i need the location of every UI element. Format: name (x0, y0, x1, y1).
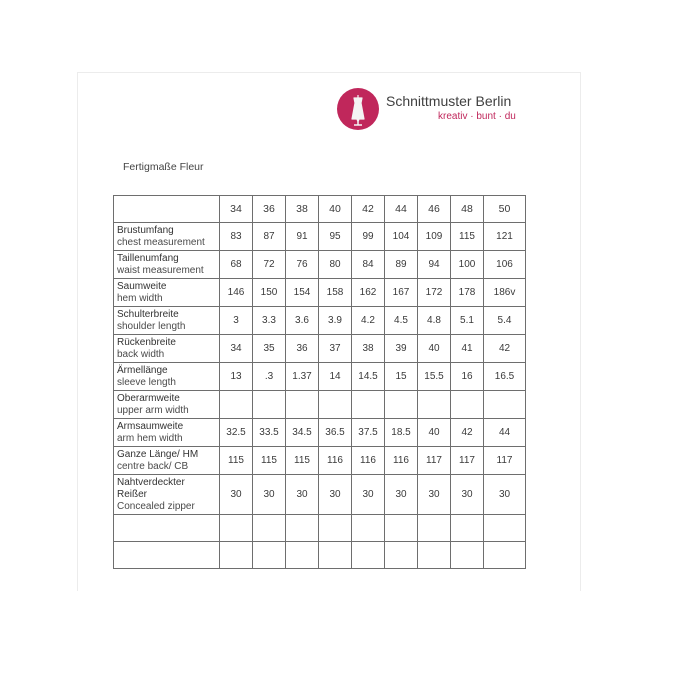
measurement-value-cell (319, 391, 352, 419)
measurement-value-cell: 3.3 (253, 307, 286, 335)
measurement-label-en: waist measurement (117, 264, 204, 276)
dress-form-icon (337, 88, 379, 130)
brand-name: Schnittmuster Berlin (386, 93, 512, 109)
measurement-label-cell (114, 279, 220, 307)
measurement-value-cell: 3.6 (286, 307, 319, 335)
measurement-value-cell (418, 515, 451, 542)
measurement-value-cell (451, 542, 484, 569)
measurement-value-cell: 3.9 (319, 307, 352, 335)
measurement-value-cell: 14.5 (352, 363, 385, 391)
measurement-label-cell (114, 307, 220, 335)
measurement-value-cell: 115 (451, 223, 484, 251)
measurement-label-de: Armsaumweite (117, 420, 184, 432)
measurement-value-cell: 116 (385, 447, 418, 475)
measurement-value-cell: 35 (253, 335, 286, 363)
measurement-value-cell (286, 542, 319, 569)
measurement-label-en: centre back/ CB (117, 460, 189, 472)
measurement-label-de: Oberarmweite (117, 392, 180, 404)
measurement-label-de: Schulterbreite (117, 308, 179, 320)
measurement-value-cell: 72 (253, 251, 286, 279)
table-row (114, 391, 526, 419)
measurement-value-cell: 115 (220, 447, 253, 475)
measurement-value-cell: 15.5 (418, 363, 451, 391)
measurement-label-en: sleeve length (117, 376, 176, 388)
measurement-value-cell: 42 (451, 419, 484, 447)
measurement-value-cell: 95 (319, 223, 352, 251)
measurement-value-cell: 4.2 (352, 307, 385, 335)
measurement-value-cell (484, 391, 526, 419)
measurement-value-cell: 117 (451, 447, 484, 475)
measurement-value-cell: 30 (352, 475, 385, 515)
measurement-label-cell (114, 223, 220, 251)
measurement-value-cell: 37.5 (352, 419, 385, 447)
measurement-label-en: Concealed zipper (117, 500, 195, 512)
measurement-value-cell: 172 (418, 279, 451, 307)
table-row (114, 251, 526, 279)
measurement-value-cell: 30 (418, 475, 451, 515)
table-row (114, 475, 526, 515)
size-header-cell: 46 (418, 196, 451, 223)
measurement-label-de: Nahtverdeckter Reißer (117, 476, 185, 500)
measurement-label-de: Taillenumfang (117, 252, 179, 264)
measurement-value-cell: 178 (451, 279, 484, 307)
measurement-value-cell: 30 (319, 475, 352, 515)
measurement-value-cell: 5.4 (484, 307, 526, 335)
table-row (114, 515, 526, 542)
measurement-label-de: Brustumfang (117, 224, 174, 236)
measurement-value-cell: 42 (484, 335, 526, 363)
measurement-value-cell (352, 515, 385, 542)
table-row (114, 335, 526, 363)
measurement-value-cell: 30 (253, 475, 286, 515)
size-header-cell: 38 (286, 196, 319, 223)
measurement-value-cell: 167 (385, 279, 418, 307)
header-corner-cell (114, 196, 220, 223)
measurement-value-cell: 115 (286, 447, 319, 475)
measurement-value-cell: 16 (451, 363, 484, 391)
measurement-value-cell (220, 515, 253, 542)
measurement-value-cell: .3 (253, 363, 286, 391)
table-row (114, 279, 526, 307)
measurement-value-cell: 36.5 (319, 419, 352, 447)
measurement-label-en: hem width (117, 292, 163, 304)
measurement-value-cell: 37 (319, 335, 352, 363)
measurement-label-de: Ganze Länge/ HM (117, 448, 199, 460)
measurement-label-cell (114, 542, 220, 569)
table-row (114, 447, 526, 475)
measurement-value-cell: 39 (385, 335, 418, 363)
measurement-value-cell: 89 (385, 251, 418, 279)
measurement-value-cell: 32.5 (220, 419, 253, 447)
measurement-value-cell: 109 (418, 223, 451, 251)
measurement-value-cell: 33.5 (253, 419, 286, 447)
measurement-value-cell (286, 515, 319, 542)
measurement-value-cell: 1.37 (286, 363, 319, 391)
measurement-value-cell (319, 515, 352, 542)
measurement-label-en: arm hem width (117, 432, 183, 444)
measurement-value-cell (484, 542, 526, 569)
measurement-value-cell (220, 542, 253, 569)
measurement-value-cell: 5.1 (451, 307, 484, 335)
page-title: Fertigmaße Fleur (123, 161, 204, 173)
measurement-value-cell: 30 (484, 475, 526, 515)
measurement-value-cell: 34 (220, 335, 253, 363)
measurement-value-cell: 186v (484, 279, 526, 307)
measurement-value-cell: 121 (484, 223, 526, 251)
size-table (113, 195, 526, 569)
measurement-value-cell (418, 391, 451, 419)
measurement-value-cell: 30 (220, 475, 253, 515)
measurement-value-cell: 34.5 (286, 419, 319, 447)
measurement-value-cell: 84 (352, 251, 385, 279)
measurement-value-cell (253, 542, 286, 569)
measurement-value-cell: 146 (220, 279, 253, 307)
measurement-label-cell (114, 515, 220, 542)
measurement-value-cell: 13 (220, 363, 253, 391)
measurement-value-cell: 154 (286, 279, 319, 307)
measurement-value-cell: 30 (286, 475, 319, 515)
size-header-cell: 36 (253, 196, 286, 223)
size-header-cell: 44 (385, 196, 418, 223)
measurement-value-cell: 41 (451, 335, 484, 363)
measurement-value-cell: 30 (385, 475, 418, 515)
size-header-cell: 48 (451, 196, 484, 223)
measurement-label-cell (114, 475, 220, 515)
measurement-label-cell (114, 391, 220, 419)
measurement-value-cell: 115 (253, 447, 286, 475)
measurement-label-cell (114, 419, 220, 447)
table-row (114, 223, 526, 251)
measurement-label-cell (114, 447, 220, 475)
table-row (114, 363, 526, 391)
measurement-value-cell: 38 (352, 335, 385, 363)
measurement-value-cell: 117 (418, 447, 451, 475)
measurement-value-cell (385, 542, 418, 569)
measurement-value-cell: 4.5 (385, 307, 418, 335)
measurement-value-cell: 16.5 (484, 363, 526, 391)
measurement-label-cell (114, 363, 220, 391)
measurement-value-cell: 106 (484, 251, 526, 279)
measurement-value-cell: 83 (220, 223, 253, 251)
size-header-row (114, 196, 526, 223)
measurement-value-cell: 99 (352, 223, 385, 251)
measurement-value-cell: 104 (385, 223, 418, 251)
measurement-value-cell (385, 515, 418, 542)
measurement-value-cell (385, 391, 418, 419)
measurement-label-en: chest measurement (117, 236, 205, 248)
measurement-label-cell (114, 335, 220, 363)
measurement-value-cell: 100 (451, 251, 484, 279)
measurement-value-cell: 80 (319, 251, 352, 279)
measurement-value-cell (253, 515, 286, 542)
measurement-value-cell: 87 (253, 223, 286, 251)
measurement-value-cell (319, 542, 352, 569)
measurement-value-cell: 3 (220, 307, 253, 335)
measurement-value-cell: 36 (286, 335, 319, 363)
size-header-cell: 50 (484, 196, 526, 223)
measurement-value-cell: 150 (253, 279, 286, 307)
measurement-value-cell (418, 542, 451, 569)
measurement-value-cell (484, 515, 526, 542)
measurement-value-cell (451, 391, 484, 419)
measurement-label-de: Rückenbreite (117, 336, 176, 348)
measurement-value-cell: 44 (484, 419, 526, 447)
measurement-value-cell: 162 (352, 279, 385, 307)
measurement-value-cell: 68 (220, 251, 253, 279)
measurement-value-cell (286, 391, 319, 419)
measurement-value-cell (220, 391, 253, 419)
table-row (114, 419, 526, 447)
measurement-value-cell (253, 391, 286, 419)
measurement-value-cell: 4.8 (418, 307, 451, 335)
measurement-value-cell: 18.5 (385, 419, 418, 447)
size-header-cell: 34 (220, 196, 253, 223)
measurement-label-en: shoulder length (117, 320, 186, 332)
measurement-label-de: Saumweite (117, 280, 167, 292)
measurement-value-cell (352, 542, 385, 569)
measurement-value-cell: 40 (418, 335, 451, 363)
brand-tagline: kreativ · bunt · du (438, 111, 516, 122)
measurement-value-cell: 117 (484, 447, 526, 475)
size-header-cell: 42 (352, 196, 385, 223)
measurement-value-cell (451, 515, 484, 542)
measurement-value-cell: 30 (451, 475, 484, 515)
measurement-value-cell (352, 391, 385, 419)
measurement-label-en: upper arm width (117, 404, 189, 416)
measurement-label-en: back width (117, 348, 165, 360)
measurement-value-cell: 76 (286, 251, 319, 279)
measurement-value-cell: 116 (352, 447, 385, 475)
size-header-cell: 40 (319, 196, 352, 223)
measurement-value-cell: 116 (319, 447, 352, 475)
measurement-value-cell: 40 (418, 419, 451, 447)
measurement-label-cell (114, 251, 220, 279)
measurement-value-cell: 158 (319, 279, 352, 307)
measurement-label-de: Ärmellänge (117, 364, 168, 376)
table-row (114, 307, 526, 335)
measurement-value-cell: 14 (319, 363, 352, 391)
measurement-value-cell: 91 (286, 223, 319, 251)
measurement-value-cell: 94 (418, 251, 451, 279)
measurement-value-cell: 15 (385, 363, 418, 391)
table-row (114, 542, 526, 569)
